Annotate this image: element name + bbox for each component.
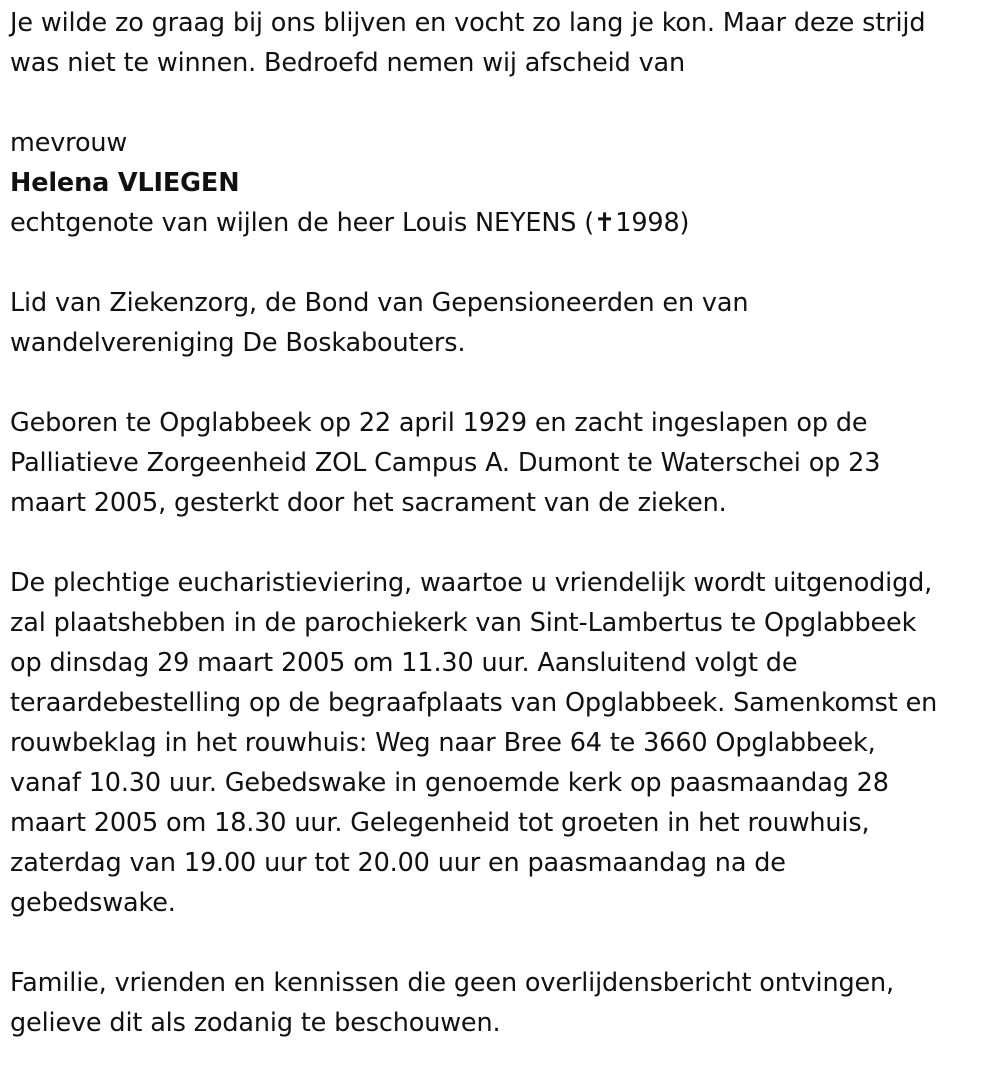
membership-paragraph [10,283,995,363]
birth-death-paragraph [10,403,995,523]
deceased-name: Helena VLIEGEN [10,168,240,198]
text-line: Lid van Ziekenzorg, de Bond van Gepensioneerden en van [10,288,749,318]
paragraph-gap [10,923,995,963]
spouse-line: echtgenote van wijlen de heer Louis NEYENS (✝1998) [10,208,690,238]
text-line: op dinsdag 29 maart 2005 om 11.30 uur. Aansluitend volgt de [10,648,798,678]
text-line: Geboren te Opglabbeek op 22 april 1929 en zacht ingeslapen op de [10,408,868,438]
text-line: Familie, vrienden en kennissen die geen overlijdensbericht ontvingen, [10,968,894,998]
text-line: wandelvereniging De Boskabouters. [10,328,466,358]
text-line: maart 2005 om 18.30 uur. Gelegenheid tot groeten in het rouwhuis, [10,808,870,838]
text-line: vanaf 10.30 uur. Gebedswake in genoemde kerk op paasmaandag 28 [10,768,889,798]
ceremony-paragraph [10,563,995,923]
obituary-document [10,3,995,1043]
honorific: mevrouw [10,128,128,158]
text-line: teraardebestelling op de begraafplaats van Opglabbeek. Samenkomst en [10,688,938,718]
text-line: De plechtige eucharistieviering, waartoe u vriendelijk wordt uitgenodigd, [10,568,933,598]
paragraph-gap [10,243,995,283]
paragraph-gap [10,83,995,123]
text-line: maart 2005, gesterkt door het sacrament van de zieken. [10,488,727,518]
text-line: zal plaatshebben in de parochiekerk van Sint-Lambertus te Opglabbeek [10,608,917,638]
closing-paragraph [10,963,995,1043]
text-line: Je wilde zo graag bij ons blijven en vocht zo lang je kon. Maar deze strijd [10,8,926,38]
text-line: was niet te winnen. Bedroefd nemen wij afscheid van [10,48,686,78]
text-line: gelieve dit als zodanig te beschouwen. [10,1008,501,1038]
paragraph-gap [10,523,995,563]
text-line: Palliatieve Zorgeenheid ZOL Campus A. Dumont te Waterschei op 23 [10,448,881,478]
paragraph-gap [10,363,995,403]
text-line: zaterdag van 19.00 uur tot 20.00 uur en paasmaandag na de [10,848,786,878]
text-line: rouwbeklag in het rouwhuis: Weg naar Bree 64 te 3660 Opglabbeek, [10,728,876,758]
text-line: gebedswake. [10,888,176,918]
intro-paragraph [10,3,995,83]
